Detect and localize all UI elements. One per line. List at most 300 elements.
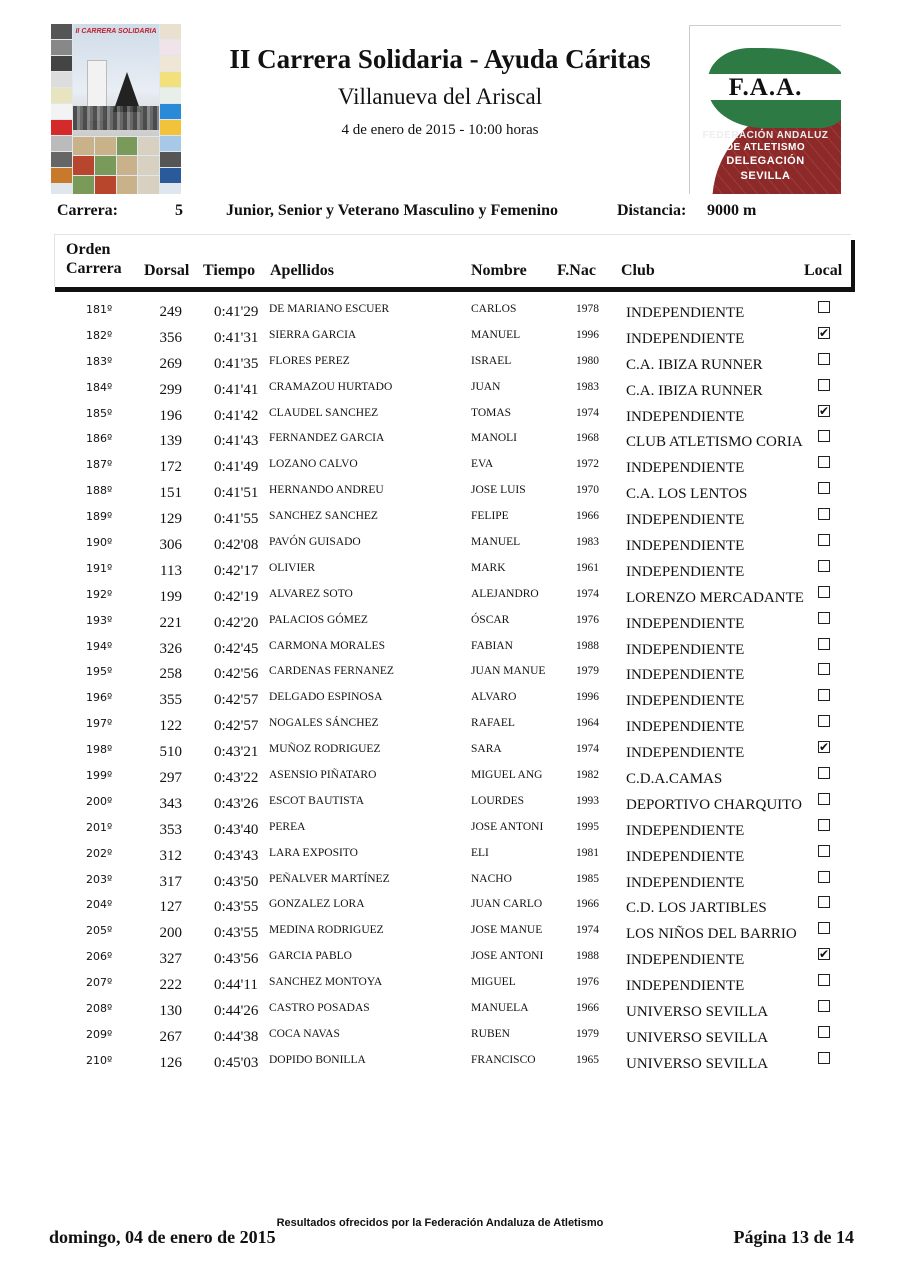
local-checkbox-icon <box>818 663 830 675</box>
cell-apellidos: PEÑALVER MARTÍNEZ <box>269 872 390 885</box>
cell-orden: 197º <box>86 717 113 731</box>
header-tiempo: Tiempo <box>203 262 256 279</box>
cell-dorsal: 222 <box>159 977 182 994</box>
footer-credit: Resultados ofrecidos por la Federación Andaluza de Atletismo <box>276 1217 604 1229</box>
cell-apellidos: CRAMAZOU HURTADO <box>269 380 393 393</box>
cell-dorsal: 510 <box>159 744 182 761</box>
header-orden: Orden <box>66 241 111 258</box>
cell-tiempo: 0:41'42 <box>214 407 259 424</box>
cell-tiempo: 0:41'51 <box>214 485 259 502</box>
cell-tiempo: 0:41'35 <box>214 355 259 372</box>
race-poster-image <box>51 24 181 194</box>
cell-club: INDEPENDIENTE <box>626 822 745 839</box>
cell-fnac: 1972 <box>576 458 599 471</box>
table-row <box>0 895 905 921</box>
cell-apellidos: COCA NAVAS <box>269 1027 340 1040</box>
cell-nombre: JOSE ANTONI <box>471 820 544 833</box>
distance-label: Distancia: <box>617 202 687 219</box>
local-checkbox-icon <box>818 430 830 442</box>
cell-tiempo: 0:43'55 <box>214 899 259 916</box>
table-row <box>0 378 905 404</box>
table-row <box>0 326 905 352</box>
cell-apellidos: SANCHEZ SANCHEZ <box>269 510 378 523</box>
cell-fnac: 1979 <box>576 665 599 678</box>
local-checkbox-icon <box>818 819 830 831</box>
cell-orden: 194º <box>86 639 113 653</box>
cell-dorsal: 249 <box>159 304 182 320</box>
cell-orden: 210º <box>86 1053 113 1067</box>
table-row <box>0 662 905 688</box>
cell-club: INDEPENDIENTE <box>626 719 745 736</box>
cell-fnac: 1966 <box>576 898 599 911</box>
local-checkbox-icon <box>818 871 830 883</box>
cell-dorsal: 269 <box>159 355 182 372</box>
cell-orden: 200º <box>86 794 113 808</box>
cell-dorsal: 122 <box>159 718 182 735</box>
cell-fnac: 1976 <box>576 976 599 989</box>
local-checkbox-icon <box>818 974 830 986</box>
cell-orden: 187º <box>86 458 113 472</box>
local-checkbox-icon <box>818 482 830 494</box>
cell-tiempo: 0:41'43 <box>214 433 259 450</box>
cell-apellidos: MEDINA RODRIGUEZ <box>269 924 384 937</box>
local-checkbox-icon <box>818 560 830 572</box>
table-row <box>0 818 905 844</box>
cell-tiempo: 0:43'21 <box>214 744 259 761</box>
cell-nombre: ALVARO <box>471 691 517 704</box>
cell-tiempo: 0:41'55 <box>214 511 259 528</box>
carrera-label: Carrera: <box>57 202 118 219</box>
event-datetime: 4 de enero de 2015 - 10:00 horas <box>341 122 539 138</box>
cell-fnac: 1974 <box>576 924 599 937</box>
faa-logo <box>689 25 841 194</box>
cell-tiempo: 0:43'43 <box>214 847 259 864</box>
cell-club: UNIVERSO SEVILLA <box>626 1055 769 1072</box>
cell-orden: 189º <box>86 510 113 524</box>
cell-fnac: 1996 <box>576 691 599 704</box>
cell-nombre: JUAN <box>471 380 501 393</box>
cell-club: INDEPENDIENTE <box>626 978 745 995</box>
cell-club: INDEPENDIENTE <box>626 305 745 321</box>
local-checkbox-icon <box>818 379 830 391</box>
cell-fnac: 1981 <box>576 846 599 859</box>
cell-apellidos: ALVAREZ SOTO <box>269 587 353 600</box>
cell-dorsal: 327 <box>159 951 182 968</box>
cell-tiempo: 0:42'56 <box>214 666 259 683</box>
cell-fnac: 1980 <box>576 354 599 367</box>
cell-club: CLUB ATLETISMO CORIA <box>626 434 803 451</box>
cell-apellidos: LOZANO CALVO <box>269 458 358 471</box>
event-title: II Carrera Solidaria - Ayuda Cáritas <box>229 44 651 74</box>
cell-dorsal: 343 <box>159 795 182 812</box>
local-checkbox-icon <box>818 353 830 365</box>
cell-apellidos: CASTRO POSADAS <box>269 1002 370 1015</box>
footer-date: domingo, 04 de enero de 2015 <box>49 1227 276 1247</box>
header-fnac: F.Nac <box>557 262 596 279</box>
poster-title: II CARRERA SOLIDARIA <box>75 28 157 35</box>
cell-club: INDEPENDIENTE <box>626 952 745 969</box>
local-checkbox-icon <box>818 534 830 546</box>
logo-line-3: DELEGACIÓN <box>726 155 805 167</box>
local-checkbox-icon <box>818 793 830 805</box>
table-row <box>0 637 905 663</box>
logo-line-4: SEVILLA <box>740 170 791 182</box>
cell-nombre: JOSE LUIS <box>471 484 526 497</box>
cell-club: INDEPENDIENTE <box>626 848 745 865</box>
cell-tiempo: 0:43'26 <box>214 795 259 812</box>
distance-value: 9000 m <box>707 202 757 219</box>
cell-orden: 181º <box>86 303 113 316</box>
table-row <box>0 973 905 999</box>
local-checkbox-icon <box>818 1000 830 1012</box>
local-checkbox-icon: ✔ <box>819 403 830 418</box>
cell-apellidos: NOGALES SÁNCHEZ <box>269 717 379 730</box>
local-checkbox-icon: ✔ <box>819 740 830 755</box>
cell-club: INDEPENDIENTE <box>626 512 745 529</box>
cell-dorsal: 317 <box>159 873 182 890</box>
cell-fnac: 1966 <box>576 1002 599 1015</box>
cell-tiempo: 0:44'11 <box>214 977 258 994</box>
cell-dorsal: 151 <box>159 485 182 502</box>
cell-dorsal: 127 <box>159 899 182 916</box>
cell-dorsal: 172 <box>159 459 182 476</box>
local-checkbox-icon <box>818 767 830 779</box>
cell-apellidos: DE MARIANO ESCUER <box>269 303 390 315</box>
local-checkbox-icon <box>818 508 830 520</box>
cell-nombre: CARLOS <box>471 303 517 315</box>
table-row <box>0 870 905 896</box>
cell-orden: 206º <box>86 950 113 964</box>
cell-fnac: 1974 <box>576 406 599 419</box>
cell-dorsal: 299 <box>159 381 182 398</box>
table-row <box>0 611 905 637</box>
cell-orden: 184º <box>86 380 113 394</box>
poster-sponsor-grid <box>73 137 159 194</box>
cell-dorsal: 267 <box>159 1028 182 1045</box>
local-checkbox-icon <box>818 638 830 650</box>
table-row <box>0 714 905 740</box>
cell-orden: 201º <box>86 820 113 834</box>
cell-orden: 182º <box>86 328 113 342</box>
cell-club: DEPORTIVO CHARQUITO <box>626 796 802 813</box>
cell-club: INDEPENDIENTE <box>626 615 745 632</box>
cell-nombre: MIGUEL <box>471 976 516 989</box>
cell-nombre: TOMAS <box>471 406 512 419</box>
cell-club: C.A. IBIZA RUNNER <box>626 382 763 399</box>
cell-dorsal: 126 <box>159 1054 182 1071</box>
cell-dorsal: 312 <box>159 847 182 864</box>
cell-club: LORENZO MERCADANTE <box>626 589 804 606</box>
cell-tiempo: 0:42'08 <box>214 537 259 554</box>
table-row <box>0 585 905 611</box>
event-location: Villanueva del Ariscal <box>337 84 543 109</box>
cell-fnac: 1983 <box>576 380 599 393</box>
cell-apellidos: DOPIDO BONILLA <box>269 1053 366 1066</box>
local-checkbox-icon: ✔ <box>819 325 830 340</box>
cell-dorsal: 221 <box>159 614 182 631</box>
cell-dorsal: 130 <box>159 1003 182 1020</box>
cell-orden: 188º <box>86 484 113 498</box>
cell-apellidos: FLORES PEREZ <box>269 354 350 367</box>
results-table-body <box>0 300 905 1077</box>
cell-orden: 191º <box>86 561 113 575</box>
cell-apellidos: GONZALEZ LORA <box>269 898 365 911</box>
cell-apellidos: MUÑOZ RODRIGUEZ <box>269 743 381 756</box>
cell-nombre: MANUEL <box>471 536 521 549</box>
cell-dorsal: 258 <box>159 666 182 683</box>
cell-nombre: NACHO <box>471 872 512 885</box>
cell-tiempo: 0:43'55 <box>214 925 259 942</box>
cell-orden: 208º <box>86 1002 113 1016</box>
cell-orden: 205º <box>86 924 113 938</box>
cell-nombre: EVA <box>471 458 494 471</box>
cell-club: INDEPENDIENTE <box>626 538 745 555</box>
local-checkbox-icon <box>818 715 830 727</box>
logo-acronym: F.A.A. <box>728 74 803 101</box>
cell-orden: 185º <box>86 406 113 420</box>
cell-nombre: MANUEL <box>471 328 521 341</box>
cell-orden: 209º <box>86 1027 113 1041</box>
table-row <box>0 481 905 507</box>
table-row <box>0 1051 905 1077</box>
cell-tiempo: 0:44'38 <box>214 1028 259 1045</box>
cell-apellidos: PALACIOS GÓMEZ <box>269 613 368 626</box>
cell-apellidos: DELGADO ESPINOSA <box>269 691 383 704</box>
cell-apellidos: FERNANDEZ GARCIA <box>269 432 385 445</box>
table-row <box>0 352 905 378</box>
table-row <box>0 455 905 481</box>
cell-tiempo: 0:45'03 <box>214 1054 259 1071</box>
header-dorsal: Dorsal <box>144 262 190 279</box>
cell-fnac: 1995 <box>576 820 599 833</box>
cell-nombre: ISRAEL <box>471 354 512 367</box>
cell-orden: 186º <box>86 432 113 446</box>
local-checkbox-icon: ✔ <box>819 947 830 962</box>
cell-fnac: 1970 <box>576 484 599 497</box>
local-checkbox-icon <box>818 922 830 934</box>
header-apellidos: Apellidos <box>270 262 335 279</box>
cell-fnac: 1988 <box>576 639 599 652</box>
cell-club: INDEPENDIENTE <box>626 693 745 710</box>
page-number: Página 13 de 14 <box>733 1227 854 1247</box>
cell-dorsal: 306 <box>159 537 182 554</box>
cell-orden: 195º <box>86 665 113 679</box>
cell-fnac: 1982 <box>576 769 599 782</box>
header-local: Local <box>804 262 843 279</box>
cell-apellidos: GARCIA PABLO <box>269 950 352 963</box>
cell-fnac: 1968 <box>576 432 599 445</box>
cell-nombre: JOSE MANUE <box>471 924 543 937</box>
cell-nombre: SARA <box>471 743 502 756</box>
cell-tiempo: 0:41'31 <box>214 329 259 346</box>
table-row <box>0 766 905 792</box>
table-row <box>0 507 905 533</box>
table-row <box>0 1025 905 1051</box>
cell-club: UNIVERSO SEVILLA <box>626 1029 769 1046</box>
cell-orden: 199º <box>86 769 113 783</box>
table-row <box>0 921 905 947</box>
cell-fnac: 1993 <box>576 794 599 807</box>
cell-fnac: 1985 <box>576 872 599 885</box>
poster-sponsor-column-left <box>51 24 72 194</box>
cell-orden: 190º <box>86 536 113 550</box>
crowd-silhouette <box>73 106 159 130</box>
cell-orden: 204º <box>86 898 113 912</box>
cell-dorsal: 199 <box>159 588 182 605</box>
cell-club: INDEPENDIENTE <box>626 641 745 658</box>
cell-club: INDEPENDIENTE <box>626 330 745 347</box>
cell-fnac: 1974 <box>576 587 599 600</box>
cell-club: C.A. IBIZA RUNNER <box>626 356 763 373</box>
local-checkbox-icon <box>818 612 830 624</box>
cell-apellidos: LARA EXPOSITO <box>269 846 358 859</box>
cell-club: LOS NIÑOS DEL BARRIO <box>626 926 797 943</box>
local-checkbox-icon <box>818 689 830 701</box>
cell-orden: 183º <box>86 354 113 368</box>
cell-orden: 202º <box>86 846 113 860</box>
cell-fnac: 1974 <box>576 743 599 756</box>
local-checkbox-icon <box>818 586 830 598</box>
cell-club: INDEPENDIENTE <box>626 874 745 891</box>
cell-nombre: FELIPE <box>471 510 509 523</box>
cell-club: INDEPENDIENTE <box>626 745 745 762</box>
logo-line-1: FEDERACIÓN ANDALUZ <box>702 130 829 141</box>
table-row <box>0 688 905 714</box>
cell-tiempo: 0:41'41 <box>214 381 259 398</box>
cell-club: INDEPENDIENTE <box>626 563 745 580</box>
cell-nombre: JUAN CARLO <box>471 898 543 911</box>
cell-nombre: MIGUEL ANG <box>471 769 543 782</box>
cell-dorsal: 200 <box>159 925 182 942</box>
cell-fnac: 1978 <box>576 303 599 315</box>
cell-orden: 198º <box>86 743 113 757</box>
cell-dorsal: 113 <box>160 562 182 579</box>
cell-dorsal: 326 <box>159 640 182 657</box>
cell-tiempo: 0:42'19 <box>214 588 259 605</box>
cell-fnac: 1961 <box>576 561 599 574</box>
local-checkbox-icon <box>818 456 830 468</box>
cell-fnac: 1979 <box>576 1027 599 1040</box>
cell-apellidos: OLIVIER <box>269 561 315 574</box>
cell-tiempo: 0:42'57 <box>214 718 259 735</box>
results-table-header <box>54 234 851 287</box>
cell-orden: 193º <box>86 613 113 627</box>
cell-dorsal: 139 <box>159 433 182 450</box>
header-carrera: Carrera <box>66 260 122 277</box>
cell-apellidos: PEREA <box>269 820 306 833</box>
cell-nombre: FRANCISCO <box>471 1053 536 1066</box>
table-row <box>0 533 905 559</box>
local-checkbox-icon <box>818 1026 830 1038</box>
table-row <box>0 844 905 870</box>
cell-club: INDEPENDIENTE <box>626 460 745 477</box>
cell-nombre: MANOLI <box>471 432 517 445</box>
cell-apellidos: PAVÓN GUISADO <box>269 536 361 549</box>
cell-nombre: ÓSCAR <box>471 613 510 626</box>
cell-tiempo: 0:44'26 <box>214 1003 259 1020</box>
cell-nombre: RUBEN <box>471 1027 510 1040</box>
cell-fnac: 1988 <box>576 950 599 963</box>
cell-orden: 203º <box>86 872 113 886</box>
cell-tiempo: 0:43'56 <box>214 951 259 968</box>
table-row <box>0 300 905 326</box>
cell-tiempo: 0:43'50 <box>214 873 259 890</box>
local-checkbox-icon <box>818 845 830 857</box>
cell-nombre: ALEJANDRO <box>471 587 539 600</box>
local-checkbox-icon <box>818 896 830 908</box>
cell-apellidos: CARDENAS FERNANEZ <box>269 665 394 678</box>
cell-orden: 196º <box>86 691 113 705</box>
cell-nombre: ELI <box>471 846 489 859</box>
cell-club: C.A. LOS LENTOS <box>626 486 748 503</box>
cell-nombre: LOURDES <box>471 794 525 807</box>
cell-tiempo: 0:42'57 <box>214 692 259 709</box>
header-nombre: Nombre <box>471 262 527 279</box>
table-row <box>0 429 905 455</box>
cell-nombre: FABIAN <box>471 639 513 652</box>
cell-club: C.D.A.CAMAS <box>626 771 723 788</box>
race-category: Junior, Senior y Veterano Masculino y Femenino <box>226 202 559 219</box>
table-row <box>0 559 905 585</box>
carrera-number: 5 <box>175 202 183 219</box>
cell-nombre: JOSE ANTONI <box>471 950 544 963</box>
cell-apellidos: CLAUDEL SANCHEZ <box>269 406 379 419</box>
cell-nombre: RAFAEL <box>471 717 515 730</box>
local-checkbox-icon <box>818 1052 830 1064</box>
cell-fnac: 1983 <box>576 536 599 549</box>
cell-apellidos: SANCHEZ MONTOYA <box>269 976 383 989</box>
cell-apellidos: SIERRA GARCIA <box>269 328 357 341</box>
cell-fnac: 1996 <box>576 328 599 341</box>
cell-dorsal: 353 <box>159 821 182 838</box>
cell-tiempo: 0:42'17 <box>214 562 259 579</box>
cell-club: INDEPENDIENTE <box>626 408 745 425</box>
cell-club: C.D. LOS JARTIBLES <box>626 900 767 917</box>
cell-apellidos: HERNANDO ANDREU <box>269 484 384 497</box>
cell-tiempo: 0:41'49 <box>214 459 259 476</box>
cell-club: UNIVERSO SEVILLA <box>626 1004 769 1021</box>
cell-fnac: 1965 <box>576 1053 599 1066</box>
cell-apellidos: CARMONA MORALES <box>269 639 385 652</box>
cell-tiempo: 0:43'40 <box>214 821 259 838</box>
table-row <box>0 947 905 973</box>
cell-tiempo: 0:43'22 <box>214 770 259 787</box>
local-checkbox-icon <box>818 301 830 313</box>
cell-tiempo: 0:41'29 <box>214 304 259 320</box>
cell-fnac: 1976 <box>576 613 599 626</box>
cell-apellidos: ESCOT BAUTISTA <box>269 794 365 807</box>
poster-main-artwork <box>73 24 159 136</box>
cell-dorsal: 355 <box>159 692 182 709</box>
cell-dorsal: 196 <box>159 407 182 424</box>
header-club: Club <box>621 262 655 279</box>
cell-dorsal: 356 <box>159 329 182 346</box>
cell-tiempo: 0:42'45 <box>214 640 259 657</box>
cell-apellidos: ASENSIO PIÑATARO <box>269 769 377 782</box>
logo-line-2: DE ATLETISMO <box>725 142 806 153</box>
cell-orden: 192º <box>86 587 113 601</box>
cell-dorsal: 129 <box>159 511 182 528</box>
table-row <box>0 404 905 430</box>
cell-fnac: 1964 <box>576 717 599 730</box>
cell-fnac: 1966 <box>576 510 599 523</box>
cell-tiempo: 0:42'20 <box>214 614 259 631</box>
cell-nombre: MARK <box>471 561 506 574</box>
cell-nombre: MANUELA <box>471 1002 529 1015</box>
cell-nombre: JUAN MANUE <box>471 665 546 678</box>
table-row <box>0 999 905 1025</box>
cell-dorsal: 297 <box>159 770 182 787</box>
